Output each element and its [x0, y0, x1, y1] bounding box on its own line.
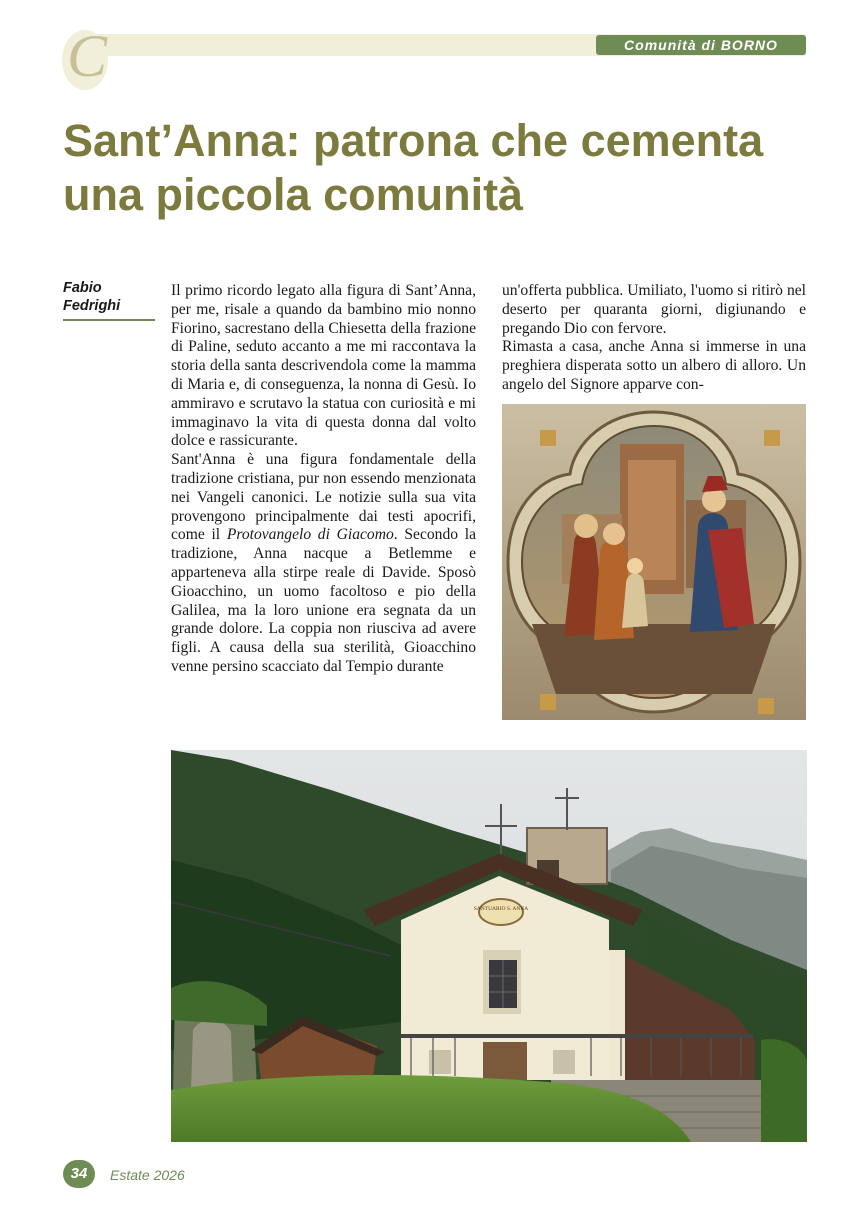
paragraph	[171, 451, 476, 677]
author-last-name: Fedrighi	[63, 298, 121, 314]
paragraph-text: Sant'Anna è una figura fondamentale della tradizione cristiana, pur non essendo menzionata nei Vangeli canonici. Le notizie sulla sua vita provengono principalmente dai testi apocrifi, come il	[171, 451, 476, 544]
section-letter: C	[67, 23, 108, 89]
paragraph-text: . Secondo la tradizione, Anna nacque a Betlemme e apparteneva alla stirpe reale di Davide. Sposò Gioacchino, un uomo facoltoso e pio della Galilea, ma la loro unione era segnata da un grande dolore. La coppia non riusciva ad avere figli. A causa della sua sterilità, Gioacchino venne persino scacciato dal Tempio durante	[171, 526, 477, 675]
fresco-image	[502, 404, 806, 720]
section-tag: Comunità di BORNO	[596, 35, 806, 55]
book-title: Protovangelo di Giacomo	[226, 526, 394, 544]
issue-label: Estate 2026	[110, 1167, 185, 1183]
chapel-illustration	[171, 750, 807, 1142]
chapel-sign-text: SANTUARIO S. ANNA	[473, 906, 529, 912]
author-first-name: Fabio	[63, 280, 102, 296]
paragraph: Il primo ricordo legato alla figura di Sant’Anna, per me, risale a quando da bambino mio nonno Fiorino, sacrestano della Chiesetta della frazione di Paline, seduto accanto a me mi raccontava la storia della santa descrivendola come la mamma di Maria e, di conseguenza, la nonna di Gesù. Io ammiravo e scrutavo la statua con curiosità e mi immaginavo la vita di questa donna dal volto dolce e rassicurante.	[171, 282, 476, 450]
fresco-illustration	[502, 404, 806, 720]
text-column-1	[171, 282, 476, 677]
page-number: 34	[63, 1160, 95, 1188]
paragraph: Rimasta a casa, anche Anna si immerse in una preghiera disperata sotto un albero di alloro. Un angelo del Signore apparve con-	[502, 338, 806, 393]
section-letter-badge	[62, 23, 108, 90]
text-column-2	[502, 282, 806, 395]
chapel-photo	[171, 750, 807, 1142]
article-title: Sant’Anna: patrona che cementa una piccola comunità	[63, 115, 764, 220]
paragraph: un'offerta pubblica. Umiliato, l'uomo si ritirò nel deserto per quaranta giorni, digiunando e pregando Dio con fervore.	[502, 282, 806, 337]
author-byline	[63, 279, 155, 321]
